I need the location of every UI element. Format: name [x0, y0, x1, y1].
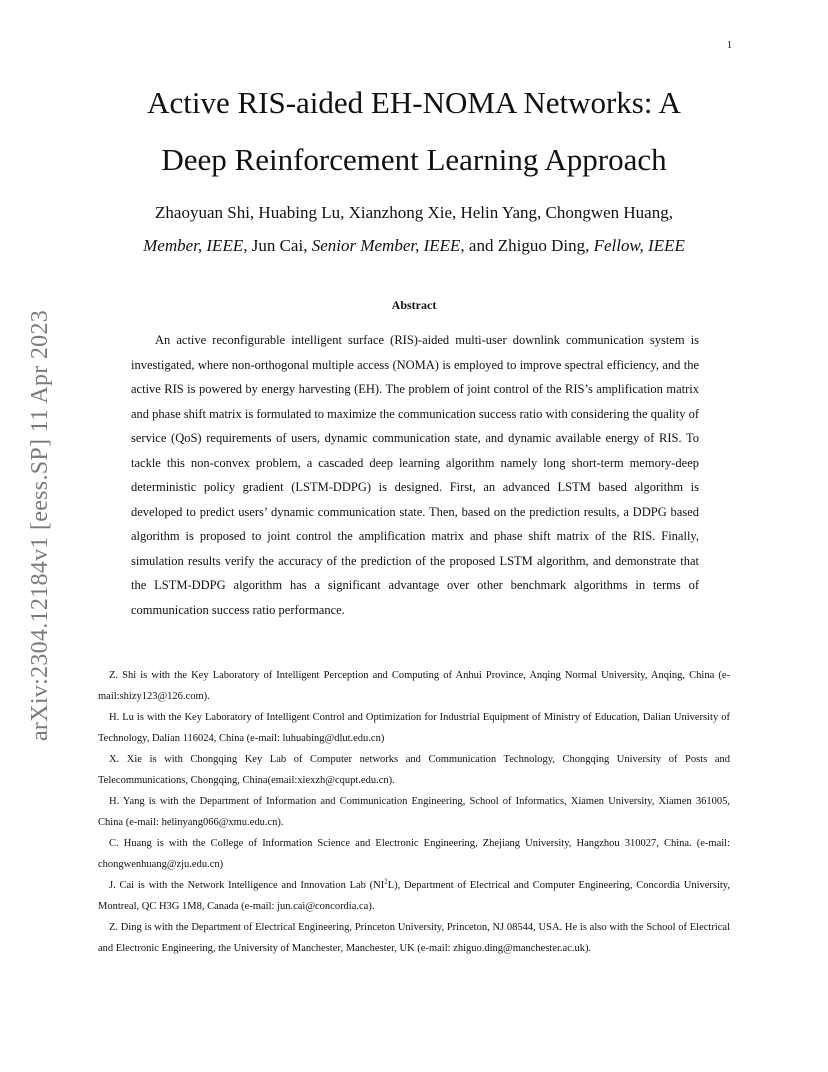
arxiv-identifier-text: arXiv:2304.12184v1 [eess.SP] 11 Apr 2023 — [27, 309, 54, 741]
abstract-heading: Abstract — [391, 298, 437, 312]
senior-member-grade: Senior Member, IEEE — [311, 236, 461, 255]
abstract-text: An active reconfigurable intelligent surface (RIS)-aided multi-user downlink communication system is investigated, where non-orthogonal multiple access (NOMA) is employed to improve spectral efficiency, and the active RIS is powered by energy harvesting (EH). The problem of joint control of the RIS’s amplification matrix and phase shift matrix is formulated to maximize the communication success ratio with considering the quality of service (QoS) requirements of users, dynamic communication state, and dynamic available energy of RIS. To tackle this non-convex problem, a cascaded deep learning algorithm namely long short-term memory-deep deterministic policy gradient (LSTM-DDPG) is designed. First, an advanced LSTM based algorithm is developed to predict users’ dynamic communication state. Then, based on the prediction results, a DDPG based algorithm is proposed to joint control the amplification matrix and phase shift matrix of the RIS. Finally, simulation results verify the accuracy of the prediction of the proposed LSTM algorithm, and demonstrate that the LSTM-DDPG algorithm has a significant advantage over other benchmark algorithms in terms of communication success ratio performance. — [131, 333, 699, 617]
footnote-cai-after: L), Department of Electrical and Computer Engineering, Concordia University, Montreal, QC H3G 1M8, Canada (e-mail: jun.cai@concordia.ca). — [98, 880, 731, 912]
author-ding: , and Zhiguo Ding, — [460, 236, 594, 255]
footnote-huang: C. Huang is with the College of Information Science and Electronic Engineering, Zhejiang University, Hangzhou 310027, China. (e-mail: chongwenhuang@zju.edu.cn) — [98, 838, 730, 870]
page-number: 1 — [727, 40, 732, 51]
footnote-shi: Z. Shi is with the Key Laboratory of Intelligent Perception and Computing of Anhui Province, Anqing Normal University, Anqing, China (e-mail:shizy123@126.com). — [98, 670, 730, 702]
footnote-lu: H. Lu is with the Key Laboratory of Intelligent Control and Optimization for Industrial Equipment of Ministry of Education, Dalian University of Technology, Dalian 116024, China (e-mail: luhuabing@dlut.edu.cn) — [98, 712, 730, 744]
abstract-body — [131, 328, 699, 622]
footnote-cai-before: J. Cai is with the Network Intelligence and Innovation Lab (NI — [109, 880, 385, 891]
author-line-1: Zhaoyuan Shi, Huabing Lu, Xianzhong Xie, Helin Yang, Chongwen Huang, — [155, 203, 673, 222]
footnote-xie: X. Xie is with Chongqing Key Lab of Computer networks and Communication Technology, Chongqing University of Posts and Telecommunications, Chongqing, China(email:xiexzh@cqupt.edu.cn). — [98, 754, 730, 786]
author-line-2 — [96, 229, 732, 262]
author-list — [96, 196, 732, 262]
footnote-cai — [98, 875, 730, 917]
fellow-grade: Fellow, IEEE — [593, 236, 685, 255]
paper-title — [100, 74, 728, 188]
title-line-2: Deep Reinforcement Learning Approach — [161, 142, 667, 177]
arxiv-identifier-sidebar — [16, 280, 66, 770]
author-cai: , Jun Cai, — [243, 236, 312, 255]
author-footnotes — [98, 665, 730, 959]
member-grade: Member, IEEE — [143, 236, 244, 255]
title-line-1: Active RIS-aided EH-NOMA Networks: A — [147, 85, 681, 120]
footnote-cai-superscript: 2 — [384, 877, 388, 886]
footnote-yang: H. Yang is with the Department of Information and Communication Engineering, School of Informatics, Xiamen University, Xiamen 361005, China (e-mail: helinyang066@xmu.edu.cn). — [98, 796, 730, 828]
footnote-ding: Z. Ding is with the Department of Electrical Engineering, Princeton University, Princeton, NJ 08544, USA. He is also with the School of Electrical and Electronic Engineering, the University of Manchester, Manchester, UK (e-mail: zhiguo.ding@manchester.ac.uk). — [98, 922, 730, 954]
